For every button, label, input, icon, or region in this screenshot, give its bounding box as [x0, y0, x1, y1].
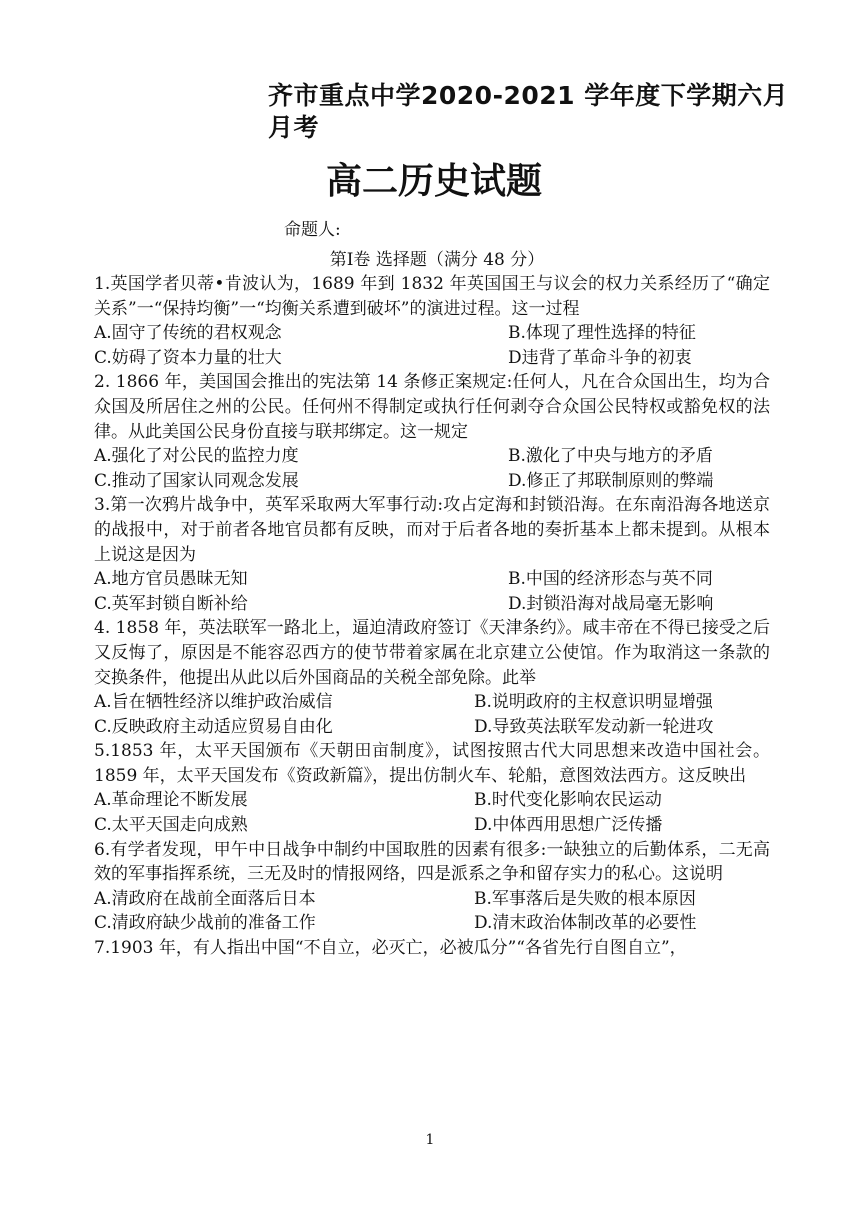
option-row [94, 813, 770, 838]
option-row [94, 444, 770, 469]
section-heading: 第Ⅰ卷 选择题（满分 48 分） [329, 250, 545, 270]
option-c: C.推动了国家认同观念发展 [94, 470, 299, 491]
option-d: D.中体西用思想广泛传播 [474, 815, 663, 836]
option-b: B.时代变化影响农民运动 [474, 790, 662, 811]
question-stem: 1.英国学者贝蒂•肯波认为，1689 年到 1832 年英国国王与议会的权力关系经历了“确定关系”一“保持均衡”一“均衡关系遭到破坏”的演进过程。这一过程 [94, 274, 770, 319]
option-a: A.强化了对公民的监控力度 [94, 446, 299, 467]
option-a: A.固守了传统的君权观念 [94, 323, 282, 344]
option-c: C.太平天国走向成熟 [94, 815, 248, 836]
option-c: C.清政府缺少战前的准备工作 [94, 913, 316, 934]
option-a: A.旨在牺牲经济以维护政治威信 [94, 692, 333, 713]
option-row [94, 592, 770, 617]
question-stem: 2. 1866 年，美国国会推出的宪法第 14 条修正案规定:任何人，凡在合众国出生，均为合众国及所居住之州的公民。任何州不得制定或执行任何剥夺合众国公民特权或豁免权的法律。从此美国公民身份直接与联邦绑定。这一规定 [94, 372, 770, 442]
option-b: B.说明政府的主权意识明显增强 [474, 692, 713, 713]
option-c: C.英军封锁自断补给 [94, 593, 248, 614]
option-d: D违背了革命斗争的初衷 [508, 347, 692, 368]
question-stem: 6.有学者发现，甲午中日战争中制约中国取胜的因素有很多:一缺独立的后勤体系，二无高效的军事指挥系统，三无及时的情报网络，四是派系之争和留存实力的私心。这说明 [94, 839, 770, 885]
option-d: D.封锁沿海对战局毫无影响 [508, 593, 714, 614]
option-row [94, 715, 770, 740]
option-row [94, 887, 770, 912]
option-d: D.导致英法联军发动新一轮进攻 [474, 716, 714, 737]
exam-title: 高二历史试题 [325, 161, 542, 202]
option-row [94, 911, 770, 936]
option-c: C.反映政府主动适应贸易自由化 [94, 716, 333, 737]
question-stem: 7.1903 年，有人指出中国“不自立，必灭亡，必被瓜分”“各省先行自图自立”， [94, 938, 687, 959]
author-line: 命题人: [284, 220, 341, 240]
option-a: A.地方官员愚昧无知 [94, 569, 248, 590]
option-row [94, 567, 770, 592]
option-a: A.清政府在战前全面落后日本 [94, 888, 316, 909]
option-b: B.激化了中央与地方的矛盾 [508, 446, 713, 467]
question-stem: 4. 1858 年，英法联军一路北上，逼迫清政府签订《天津条约》。咸丰帝在不得已接受之后又反悔了，原因是不能容忍西方的使节带着家属在北京建立公使馆。作为取消这一条款的交换条件，他提出从此以后外国商品的关税全部免除。此举 [94, 618, 770, 688]
school-header: 齐市重点中学2020-2021 学年度下学期六月月考 [268, 81, 789, 142]
option-d: D.修正了邦联制原则的弊端 [508, 470, 714, 491]
page-number: 1 [425, 1132, 435, 1148]
option-b: B.军事落后是失败的根本原因 [474, 888, 696, 909]
question-list [94, 272, 770, 961]
question-stem: 5.1853 年，太平天国颁布《天朝田亩制度》，试图按照古代大同思想来改造中国社会。1859 年，太平天国发布《资政新篇》，提出仿制火车、轮船，意图效法西方。这反映出 [94, 741, 770, 786]
option-row [94, 469, 770, 494]
option-d: D.清末政治体制改革的必要性 [474, 913, 697, 934]
option-c: C.妨碍了资本力量的壮大 [94, 347, 282, 368]
option-a: A.革命理论不断发展 [94, 790, 248, 811]
option-b: B.中国的经济形态与英不同 [508, 569, 713, 590]
option-row [94, 788, 770, 813]
question-stem: 3.第一次鸦片战争中，英军采取两大军事行动:攻占定海和封锁沿海。在东南沿海各地送京的战报中，对于前者各地官员都有反映，而对于后者各地的奏折基本上都未提到。从根本上说这是因为 [94, 495, 770, 565]
option-b: B.体现了理性选择的特征 [508, 323, 696, 344]
option-row [94, 321, 770, 346]
option-row [94, 690, 770, 715]
option-row [94, 346, 770, 371]
